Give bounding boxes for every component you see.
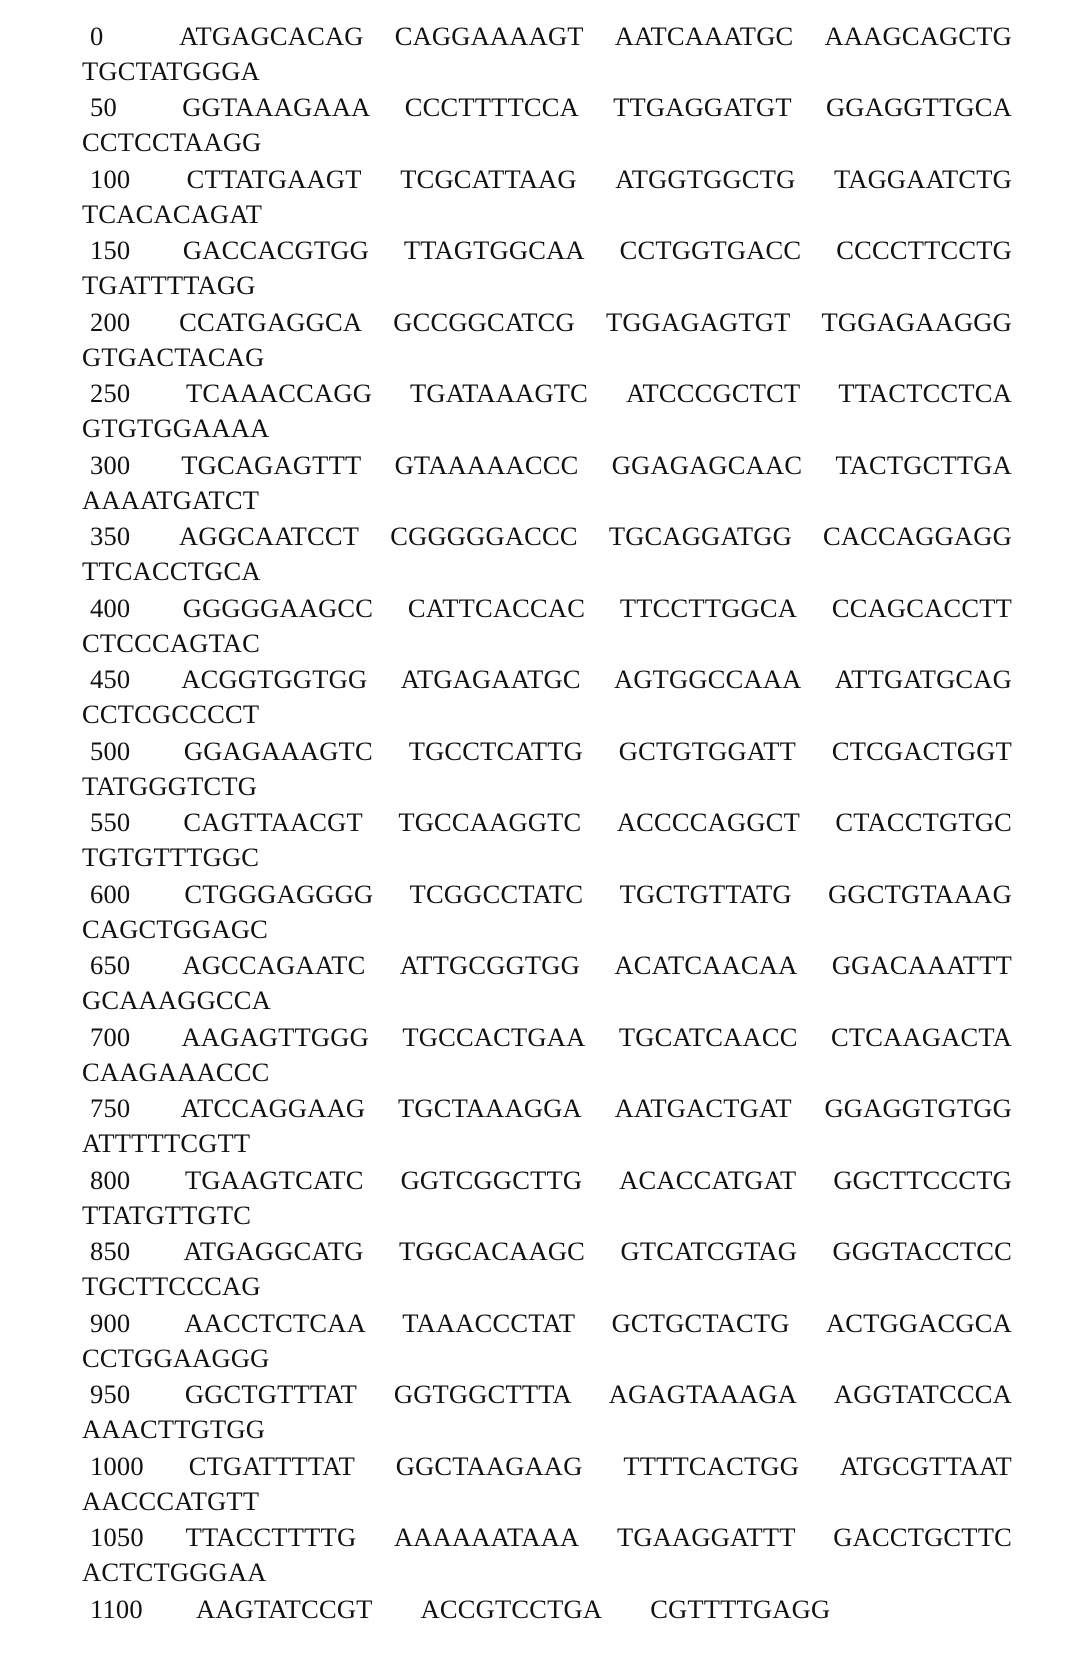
sequence-chunk: GGAGAGCAAC bbox=[611, 449, 803, 480]
sequence-row bbox=[82, 1448, 1012, 1520]
sequence-row bbox=[82, 948, 1012, 1020]
sequence-chunk: CACCAGGAGG bbox=[822, 521, 1012, 551]
sequence-chunk: AAAAAATAAA bbox=[393, 1522, 580, 1552]
sequence-chunk: ACGGTGGTGG bbox=[181, 664, 368, 694]
sequence-row-main-line bbox=[90, 1019, 1012, 1055]
sequence-chunk: ATTGCGGTGG bbox=[399, 950, 580, 980]
sequence-chunk: ATCCCGCTCT bbox=[626, 378, 801, 408]
sequence-row bbox=[82, 1019, 1012, 1091]
sequence-chunk: TGCTGTTATG bbox=[619, 878, 792, 909]
sequence-row-main-line bbox=[90, 805, 1012, 841]
sequence-row-main-line bbox=[90, 1234, 1012, 1270]
sequence-wrap-chunk: TTATGTTGTC bbox=[82, 1199, 252, 1230]
sequence-chunk: CTGATTTTAT bbox=[188, 1450, 355, 1481]
sequence-chunk: GGCTTCCCTG bbox=[833, 1164, 1012, 1195]
sequence-chunk: CTACCTGTGC bbox=[835, 807, 1012, 837]
position-number: 150 bbox=[90, 235, 131, 265]
sequence-chunk: CAGTTAACGT bbox=[183, 807, 363, 837]
sequence-chunk: TAGGAATCTG bbox=[833, 163, 1012, 194]
sequence-row-main-line bbox=[90, 590, 1012, 626]
sequence-row bbox=[82, 18, 1012, 90]
sequence-row bbox=[82, 805, 1012, 877]
sequence-chunk: ATTGATGCAG bbox=[834, 664, 1012, 694]
sequence-chunk: GGCTGTAAAG bbox=[828, 878, 1012, 909]
sequence-chunk: CTCAAGACTA bbox=[831, 1021, 1012, 1052]
position-number: 250 bbox=[90, 378, 131, 408]
sequence-row bbox=[82, 1520, 1012, 1592]
sequence-row bbox=[82, 90, 1012, 162]
sequence-chunk: TCGGCCTATC bbox=[409, 878, 584, 909]
sequence-chunk: AGAGTAAAGA bbox=[608, 1379, 798, 1409]
sequence-chunk: TGAAGGATTT bbox=[616, 1522, 796, 1552]
position-number: 0 bbox=[90, 20, 104, 51]
sequence-chunk: AAGTATCCGT bbox=[196, 1593, 373, 1624]
sequence-wrap-chunk: CCTGGAAGGG bbox=[82, 1342, 270, 1373]
sequence-chunk: TTGAGGATGT bbox=[613, 92, 792, 122]
sequence-chunk: GTCATCGTAG bbox=[620, 1236, 798, 1266]
sequence-row-main-line bbox=[90, 376, 1012, 412]
sequence-chunk: ATGAGCACAG bbox=[179, 20, 364, 51]
sequence-chunk: TCAAACCAGG bbox=[186, 378, 373, 408]
sequence-wrap-chunk: AAAATGATCT bbox=[82, 484, 260, 515]
sequence-chunk: CCAGCACCTT bbox=[831, 592, 1012, 623]
sequence-chunk: ATCCAGGAAG bbox=[180, 1093, 366, 1123]
sequence-wrap-chunk: TGTGTTTGGC bbox=[82, 842, 260, 872]
sequence-wrap-chunk: TGCTATGGGA bbox=[82, 55, 261, 86]
sequence-chunk: ATGGTGGCTG bbox=[615, 163, 796, 194]
sequence-chunk: TGCCACTGAA bbox=[402, 1021, 586, 1052]
sequence-chunk: AATCAAATGC bbox=[614, 20, 794, 51]
sequence-row-main-line bbox=[90, 948, 1012, 984]
sequence-chunk: AACCTCTCAA bbox=[184, 1307, 366, 1338]
sequence-chunk: TGCCAAGGTC bbox=[398, 807, 582, 837]
sequence-chunk: ACCCCAGGCT bbox=[616, 807, 800, 837]
sequence-chunk: AGCCAGAATC bbox=[182, 950, 366, 980]
sequence-chunk: GGCTGTTTAT bbox=[184, 1379, 357, 1409]
sequence-wrap-chunk: CAAGAAACCC bbox=[82, 1056, 270, 1087]
sequence-chunk: GGCTAAGAAG bbox=[395, 1450, 583, 1481]
sequence-chunk: TGCCTCATTG bbox=[408, 735, 583, 766]
sequence-chunk: CCATGAGGCA bbox=[179, 306, 363, 337]
sequence-wrap-chunk: TGCTTCCCAG bbox=[82, 1271, 261, 1301]
sequence-chunk: GGGTACCTCC bbox=[832, 1236, 1012, 1266]
sequence-chunk: GGGGGAAGCC bbox=[182, 592, 374, 623]
sequence-chunk: AATGACTGAT bbox=[614, 1093, 792, 1123]
sequence-chunk: GCTGTGGATT bbox=[618, 735, 796, 766]
position-number: 700 bbox=[90, 1021, 131, 1052]
sequence-chunk: AAGAGTTGGG bbox=[181, 1021, 369, 1052]
position-number: 600 bbox=[90, 878, 131, 909]
sequence-chunk: GGAGGTGTGG bbox=[824, 1093, 1012, 1123]
sequence-wrap-chunk: AAACTTGTGG bbox=[82, 1414, 266, 1444]
sequence-row-main-line bbox=[90, 876, 1012, 912]
position-number: 900 bbox=[90, 1307, 131, 1338]
sequence-chunk: AGGCAATCCT bbox=[179, 521, 360, 551]
sequence-row-main-line bbox=[90, 1448, 1012, 1484]
sequence-chunk: TTACTCCTCA bbox=[838, 378, 1012, 408]
sequence-chunk: CTTATGAAGT bbox=[186, 163, 362, 194]
sequence-chunk: AGTGGCCAAA bbox=[614, 664, 802, 694]
sequence-wrap-chunk: ACTCTGGGAA bbox=[82, 1557, 267, 1587]
sequence-row-main-line bbox=[90, 233, 1012, 269]
sequence-chunk: AAAGCAGCTG bbox=[824, 20, 1012, 51]
sequence-chunk: ACATCAACAA bbox=[614, 950, 798, 980]
sequence-wrap-chunk: GCAAAGGCCA bbox=[82, 985, 271, 1015]
position-number: 450 bbox=[90, 664, 131, 694]
sequence-chunk: GGACAAATTT bbox=[831, 950, 1012, 980]
sequence-chunk: GGTCGGCTTG bbox=[400, 1164, 583, 1195]
sequence-row bbox=[82, 1305, 1012, 1377]
sequence-row bbox=[82, 1091, 1012, 1163]
sequence-wrap-chunk: CAGCTGGAGC bbox=[82, 913, 269, 944]
sequence-row bbox=[82, 447, 1012, 519]
sequence-row bbox=[82, 233, 1012, 305]
position-number: 1100 bbox=[90, 1593, 143, 1624]
position-number: 200 bbox=[90, 306, 131, 337]
sequence-chunk: TGCATCAACC bbox=[618, 1021, 798, 1052]
sequence-row bbox=[82, 376, 1012, 448]
position-number: 50 bbox=[90, 92, 117, 122]
sequence-wrap-chunk: TGATTTTAGG bbox=[82, 270, 256, 300]
position-number: 650 bbox=[90, 950, 131, 980]
sequence-row bbox=[82, 1162, 1012, 1234]
sequence-chunk: ATGCGTTAAT bbox=[839, 1450, 1012, 1481]
sequence-wrap-chunk: GTGTGGAAAA bbox=[82, 413, 270, 443]
sequence-chunk: TGAAGTCATC bbox=[184, 1164, 364, 1195]
sequence-row-main-line bbox=[90, 1520, 1012, 1556]
position-number: 300 bbox=[90, 449, 131, 480]
sequence-row-main-line bbox=[90, 1091, 1012, 1127]
sequence-row-main-line bbox=[90, 447, 1012, 483]
sequence-wrap-chunk: CCTCGCCCCT bbox=[82, 699, 260, 729]
position-number: 750 bbox=[90, 1093, 131, 1123]
sequence-chunk: GGAGGTTGCA bbox=[825, 92, 1012, 122]
sequence-row bbox=[82, 733, 1012, 805]
sequence-row-main-line bbox=[90, 304, 1012, 340]
sequence-row bbox=[82, 1591, 1012, 1663]
sequence-chunk: TGGAGAGTGT bbox=[605, 306, 791, 337]
sequence-chunk: CATTCACCAC bbox=[407, 592, 586, 623]
sequence-chunk: CAGGAAAAGT bbox=[394, 20, 584, 51]
sequence-row-main-line bbox=[90, 1162, 1012, 1198]
sequence-row-main-line bbox=[90, 519, 1012, 555]
sequence-chunk: TTACCTTTTG bbox=[185, 1522, 357, 1552]
sequence-row-main-line bbox=[90, 1591, 830, 1627]
sequence-chunk: ATGAGGCATG bbox=[183, 1236, 364, 1266]
sequence-chunk: AGGTATCCCA bbox=[833, 1379, 1012, 1409]
sequence-chunk: GTAAAAACCC bbox=[394, 449, 579, 480]
sequence-wrap-chunk: AACCCATGTT bbox=[82, 1485, 260, 1516]
position-number: 100 bbox=[90, 163, 131, 194]
sequence-row bbox=[82, 590, 1012, 662]
sequence-row bbox=[82, 876, 1012, 948]
position-number: 1050 bbox=[90, 1522, 144, 1552]
sequence-row bbox=[82, 519, 1012, 591]
sequence-chunk: CCCCTTCCTG bbox=[836, 235, 1012, 265]
sequence-chunk: ACTGGACGCA bbox=[825, 1307, 1012, 1338]
sequence-wrap-chunk: ATTTTTCGTT bbox=[82, 1128, 251, 1158]
sequence-chunk: GCCGGCATCG bbox=[393, 306, 575, 337]
sequence-chunk: CCCTTTTCCA bbox=[404, 92, 579, 122]
sequence-chunk: GGTGGCTTTA bbox=[393, 1379, 572, 1409]
sequence-chunk: GACCACGTGG bbox=[182, 235, 369, 265]
sequence-chunk: ATGAGAATGC bbox=[400, 664, 581, 694]
sequence-wrap-chunk: CCTCCTAAGG bbox=[82, 127, 262, 157]
sequence-chunk: TGGAGAAGGG bbox=[821, 306, 1012, 337]
sequence-chunk: GACCTGCTTC bbox=[833, 1522, 1012, 1552]
sequence-row-main-line bbox=[90, 18, 1012, 54]
sequence-chunk: CCTGGTGACC bbox=[619, 235, 802, 265]
sequence-chunk: ACCGTCCTGA bbox=[420, 1593, 603, 1624]
sequence-wrap-chunk: TTCACCTGCA bbox=[82, 556, 261, 586]
sequence-chunk: TGCTAAAGGA bbox=[397, 1093, 582, 1123]
sequence-chunk: TAAACCCTAT bbox=[402, 1307, 576, 1338]
sequence-row bbox=[82, 161, 1012, 233]
sequence-chunk: CGTTTTGAGG bbox=[650, 1593, 831, 1624]
sequence-wrap-chunk: CTCCCAGTAC bbox=[82, 627, 261, 658]
sequence-chunk: TTAGTGGCAA bbox=[403, 235, 585, 265]
sequence-wrap-chunk: TATGGGTCTG bbox=[82, 770, 258, 801]
sequence-row bbox=[82, 304, 1012, 376]
position-number: 400 bbox=[90, 592, 131, 623]
dna-sequence-listing bbox=[82, 18, 1012, 1663]
sequence-row-main-line bbox=[90, 733, 1012, 769]
position-number: 800 bbox=[90, 1164, 131, 1195]
sequence-chunk: TGCAGGATGG bbox=[608, 521, 792, 551]
position-number: 500 bbox=[90, 735, 131, 766]
position-number: 550 bbox=[90, 807, 131, 837]
sequence-row-main-line bbox=[90, 161, 1012, 197]
sequence-chunk: TACTGCTTGA bbox=[835, 449, 1012, 480]
sequence-wrap-chunk: TCACACAGAT bbox=[82, 198, 263, 229]
sequence-chunk: CTGGGAGGGG bbox=[184, 878, 374, 909]
sequence-chunk: GGAGAAAGTC bbox=[183, 735, 373, 766]
sequence-chunk: ACACCATGAT bbox=[619, 1164, 797, 1195]
position-number: 1000 bbox=[90, 1450, 144, 1481]
sequence-chunk: TGGCACAAGC bbox=[399, 1236, 586, 1266]
sequence-row bbox=[82, 662, 1012, 734]
sequence-row-main-line bbox=[90, 1377, 1012, 1413]
sequence-chunk: TGCAGAGTTT bbox=[181, 449, 362, 480]
sequence-chunk: GGTAAAGAAA bbox=[182, 92, 371, 122]
sequence-chunk: TTTTCACTGG bbox=[623, 1450, 800, 1481]
sequence-row-main-line bbox=[90, 90, 1012, 126]
sequence-chunk: GCTGCTACTG bbox=[611, 1307, 790, 1338]
sequence-chunk: TCGCATTAAG bbox=[400, 163, 577, 194]
sequence-chunk: TGATAAAGTC bbox=[410, 378, 589, 408]
position-number: 950 bbox=[90, 1379, 131, 1409]
sequence-row-main-line bbox=[90, 662, 1012, 698]
sequence-chunk: CTCGACTGGT bbox=[831, 735, 1012, 766]
sequence-row bbox=[82, 1377, 1012, 1449]
sequence-row bbox=[82, 1234, 1012, 1306]
sequence-wrap-chunk: GTGACTACAG bbox=[82, 341, 265, 372]
sequence-chunk: TTCCTTGGCA bbox=[619, 592, 798, 623]
sequence-chunk: CGGGGGACCC bbox=[390, 521, 578, 551]
position-number: 350 bbox=[90, 521, 131, 551]
position-number: 850 bbox=[90, 1236, 131, 1266]
sequence-row-main-line bbox=[90, 1305, 1012, 1341]
